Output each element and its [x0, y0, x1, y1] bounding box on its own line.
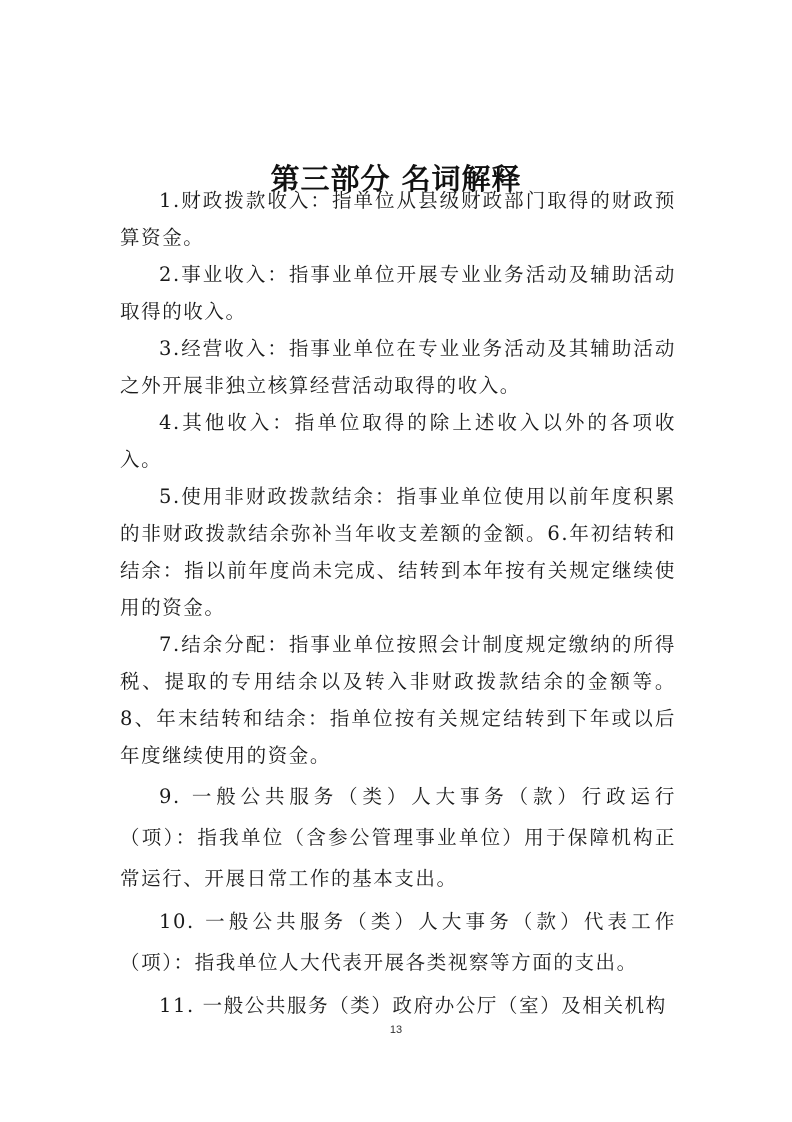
glossary-item-10: 10. 一般公共服务（类）人大事务（款）代表工作（项）：指我单位人大代表开展各类视察等方面的支出。	[120, 910, 676, 974]
glossary-body	[120, 182, 676, 1026]
page-number: 13	[389, 1024, 403, 1036]
glossary-item-1: 1.财政拨款收入：指单位从县级财政部门取得的财政预算资金。	[120, 189, 676, 249]
glossary-item-5-6: 5.使用非财政拨款结余：指事业单位使用以前年度积累的非财政拨款结余弥补当年收支差额的金额。6.年初结转和结余：指以前年度尚未完成、结转到本年按有关规定继续使用的资金。	[120, 485, 676, 619]
glossary-item-11: 11. 一般公共服务（类）政府办公厅（室）及相关机构	[159, 994, 667, 1017]
glossary-item-7-8: 7.结余分配：指事业单位按照会计制度规定缴纳的所得税、提取的专用结余以及转入非财政拨款结余的金额等。8、年末结转和结余：指单位按有关规定结转到下年或以后年度继续使用的资金。	[120, 633, 676, 767]
glossary-item-3: 3.经营收入：指事业单位在专业业务活动及其辅助活动之外开展非独立核算经营活动取得的收入。	[120, 337, 676, 397]
glossary-item-4: 4.其他收入：指单位取得的除上述收入以外的各项收入。	[120, 411, 676, 471]
glossary-item-9: 9. 一般公共服务（类）人大事务（款）行政运行（项）：指我单位（含参公管理事业单位）用于保障机构正常运行、开展日常工作的基本支出。	[120, 785, 676, 890]
page-title: 第三部分 名词解释	[270, 162, 522, 197]
glossary-item-2: 2.事业收入：指事业单位开展专业业务活动及辅助活动取得的收入。	[120, 263, 676, 323]
